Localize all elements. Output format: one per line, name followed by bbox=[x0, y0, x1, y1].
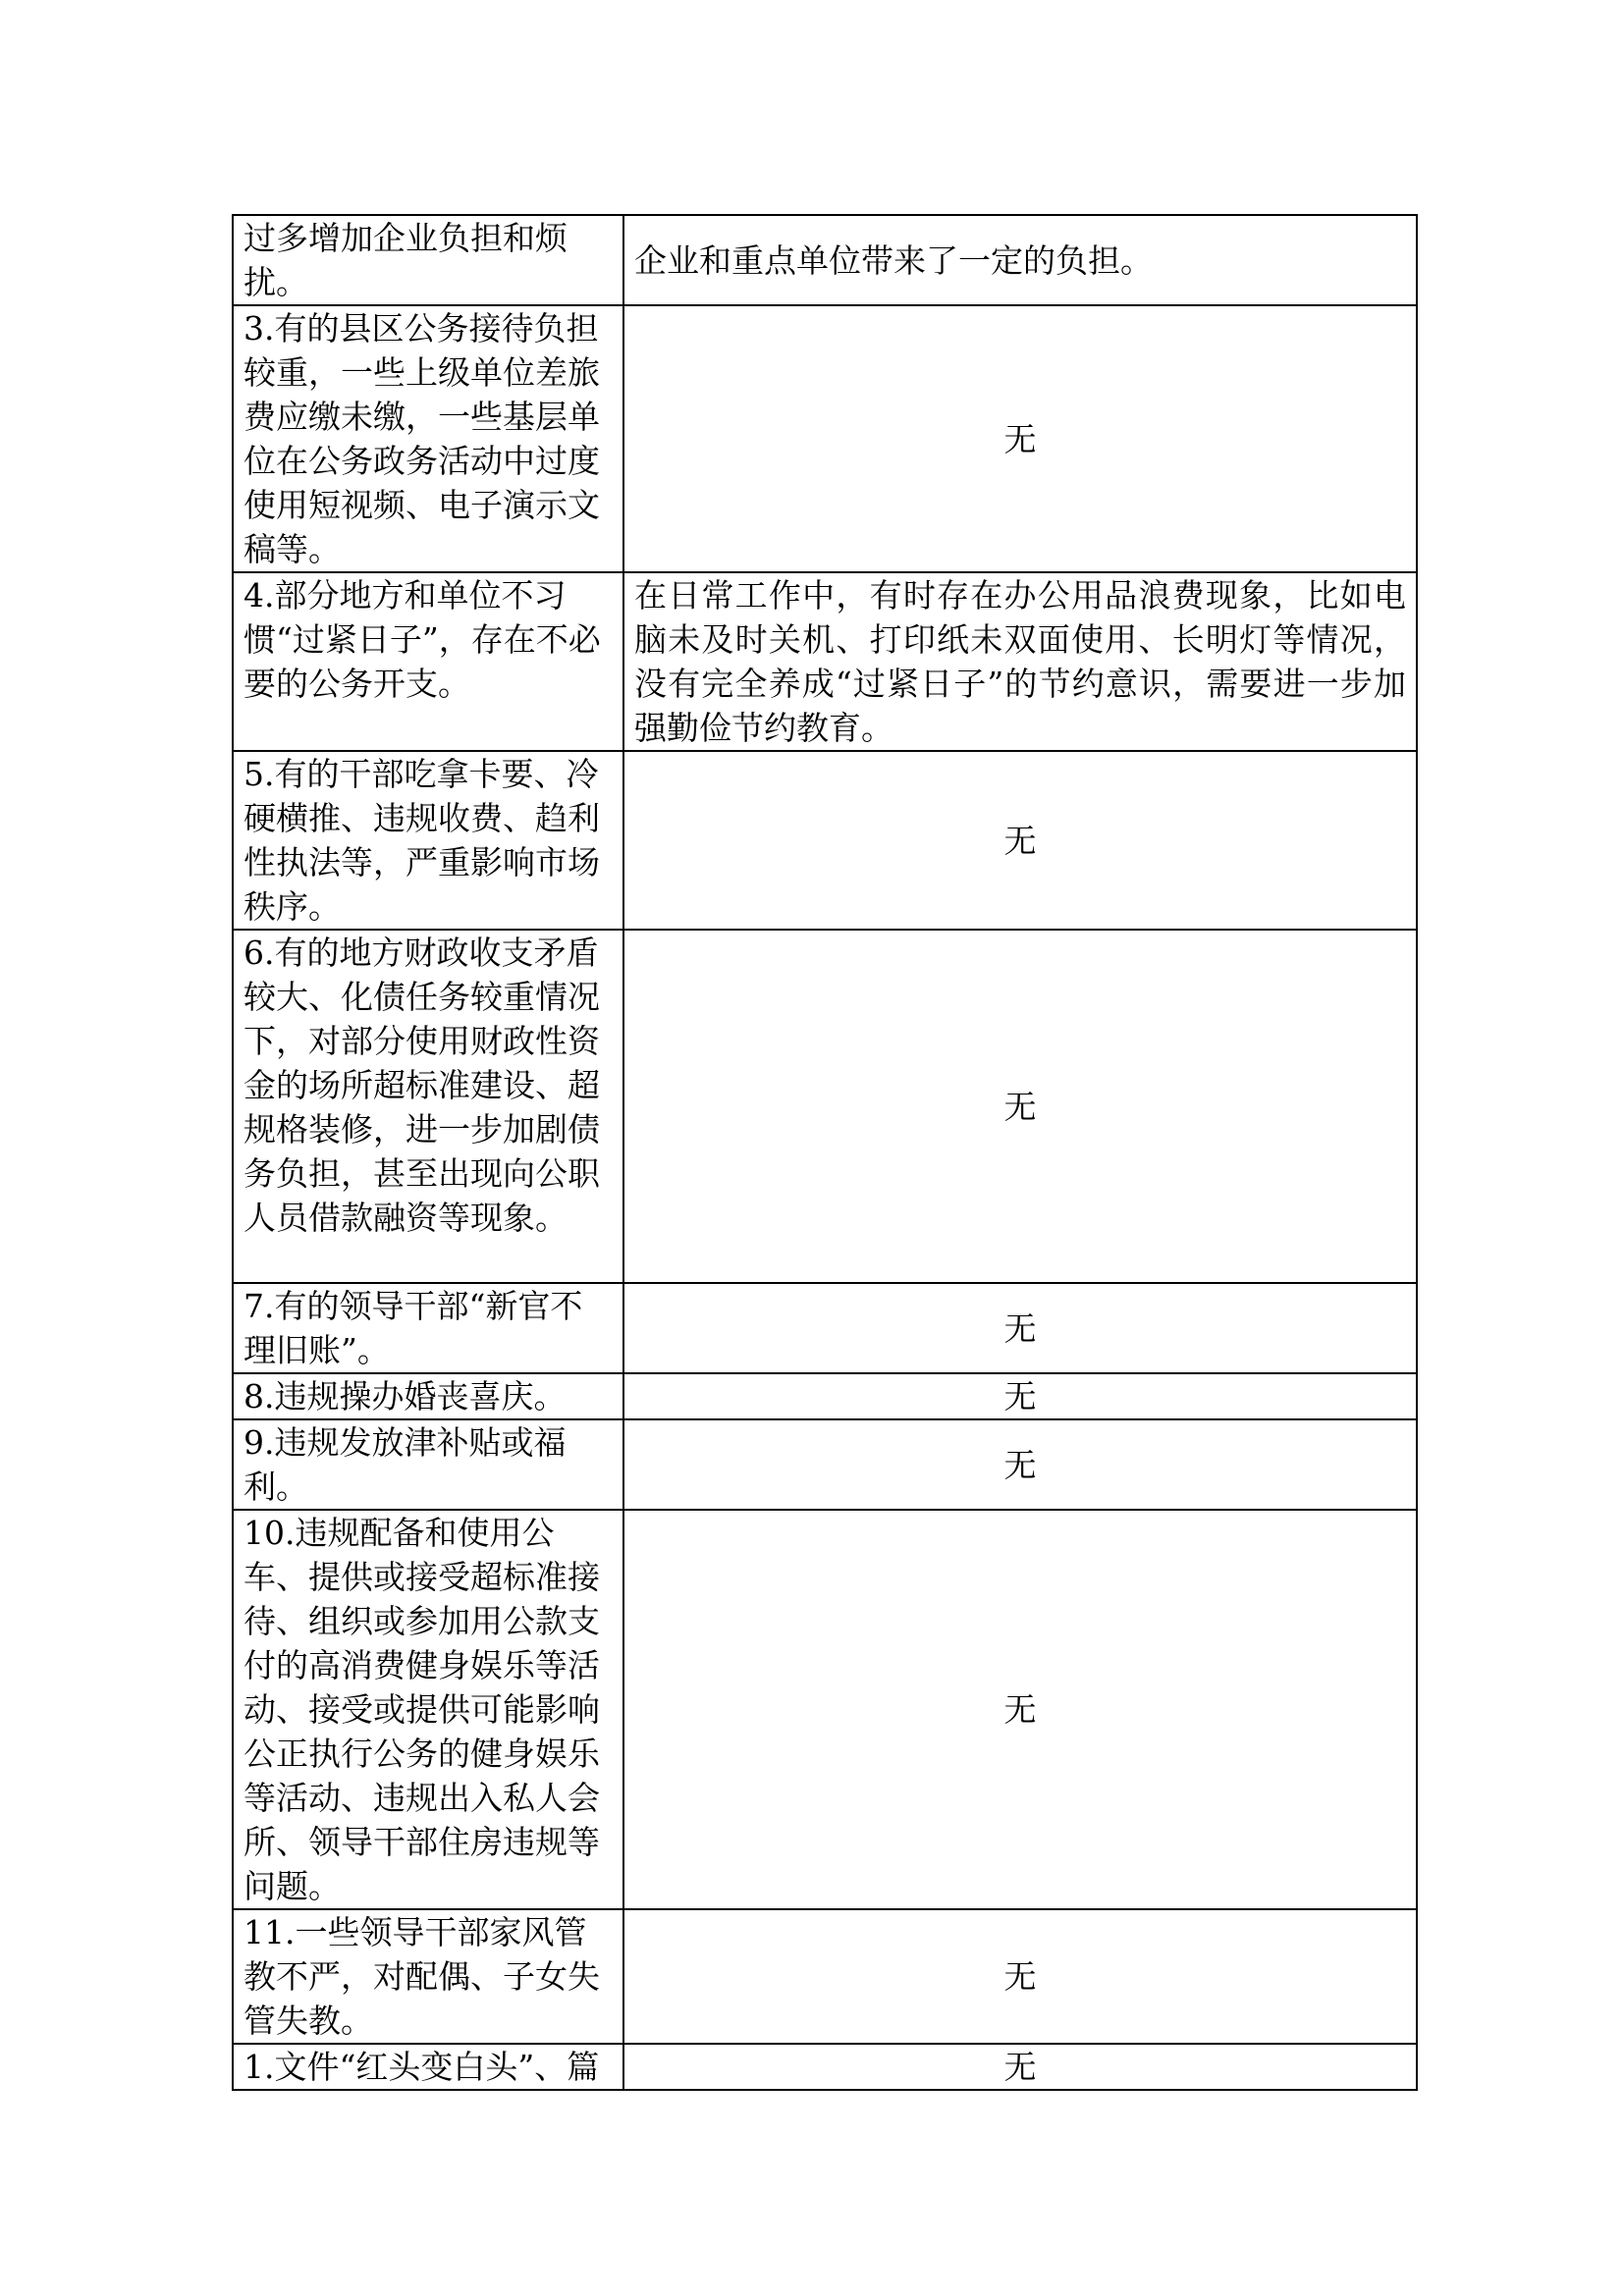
table-row bbox=[233, 1909, 1417, 2044]
response-cell: 在日常工作中，有时存在办公用品浪费现象，比如电脑未及时关机、打印纸未双面使用、长明灯等情况，没有完全养成“过紧日子”的节约意识，需要进一步加强勤俭节约教育。 bbox=[623, 572, 1417, 751]
issue-cell: 6.有的地方财政收支矛盾较大、化债任务较重情况下，对部分使用财政性资金的场所超标准建设、超规格装修，进一步加剧债务负担，甚至出现向公职人员借款融资等现象。 bbox=[233, 930, 623, 1283]
issue-cell: 10.违规配备和使用公车、提供或接受超标准接待、组织或参加用公款支付的高消费健身娱乐等活动、接受或提供可能影响公正执行公务的健身娱乐等活动、违规出入私人会所、领导干部住房违规等问题。 bbox=[233, 1510, 623, 1909]
response-cell: 无 bbox=[623, 751, 1417, 930]
table-row bbox=[233, 1373, 1417, 1419]
response-cell: 无 bbox=[623, 1909, 1417, 2044]
response-cell: 无 bbox=[623, 930, 1417, 1283]
issue-cell: 5.有的干部吃拿卡要、冷硬横推、违规收费、趋利性执法等，严重影响市场秩序。 bbox=[233, 751, 623, 930]
issue-cell: 3.有的县区公务接待负担较重，一些上级单位差旅费应缴未缴，一些基层单位在公务政务活动中过度使用短视频、电子演示文稿等。 bbox=[233, 305, 623, 572]
response-cell: 无 bbox=[623, 1419, 1417, 1510]
issue-cell: 7.有的领导干部“新官不理旧账”。 bbox=[233, 1283, 623, 1373]
issue-cell: 4.部分地方和单位不习惯“过紧日子”，存在不必要的公务开支。 bbox=[233, 572, 623, 751]
table-row bbox=[233, 751, 1417, 930]
response-cell: 无 bbox=[623, 305, 1417, 572]
table-row bbox=[233, 2044, 1417, 2090]
table-row bbox=[233, 930, 1417, 1283]
table-row bbox=[233, 1283, 1417, 1373]
table-row bbox=[233, 572, 1417, 751]
response-cell: 无 bbox=[623, 1283, 1417, 1373]
issue-cell: 8.违规操办婚丧喜庆。 bbox=[233, 1373, 623, 1419]
response-cell: 无 bbox=[623, 1510, 1417, 1909]
response-cell: 企业和重点单位带来了一定的负担。 bbox=[623, 215, 1417, 305]
issues-table bbox=[232, 214, 1418, 2091]
table-row bbox=[233, 215, 1417, 305]
response-cell: 无 bbox=[623, 2044, 1417, 2090]
issue-cell: 1.文件“红头变白头”、篇 bbox=[233, 2044, 623, 2090]
table-row bbox=[233, 305, 1417, 572]
response-cell: 无 bbox=[623, 1373, 1417, 1419]
issue-cell: 9.违规发放津补贴或福利。 bbox=[233, 1419, 623, 1510]
table-row bbox=[233, 1510, 1417, 1909]
issue-cell: 过多增加企业负担和烦扰。 bbox=[233, 215, 623, 305]
table-row bbox=[233, 1419, 1417, 1510]
issue-cell: 11.一些领导干部家风管教不严，对配偶、子女失管失教。 bbox=[233, 1909, 623, 2044]
